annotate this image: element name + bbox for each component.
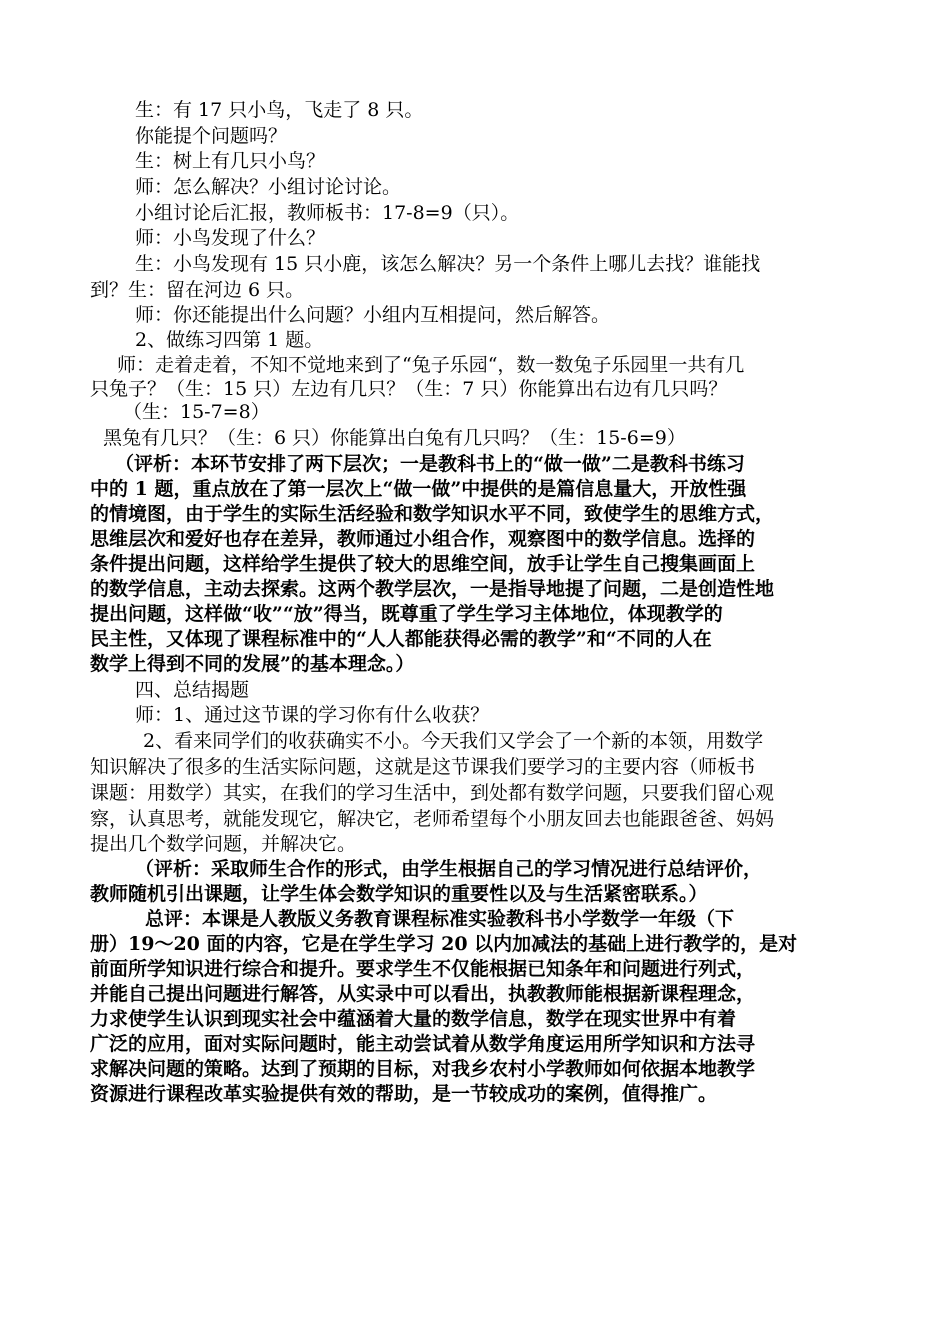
text-line: 师：走着走着，不知不觉地来到了“兔子乐园“，数一数兔子乐园里一共有几: [117, 354, 745, 376]
text-line: 知识解决了很多的生活实际问题，这就是这节课我们要学习的主要内容（师板书: [90, 756, 756, 778]
text-line: 2、做练习四第 1 题。: [135, 329, 324, 351]
commentary-line: 数学上得到不同的发展”的基本理念。）: [90, 653, 415, 675]
summary-line: 广泛的应用，面对实际问题时，能主动尝试着从数学角度运用所学知识和方法寻: [90, 1033, 756, 1055]
summary-line: 前面所学知识进行综合和提升。要求学生不仅能根据已知条年和问题进行列式，: [90, 958, 756, 980]
text-line: 到？生：留在河边 6 只。: [90, 279, 305, 301]
text-line: 师：1、通过这节课的学习你有什么收获？: [135, 704, 490, 726]
text-line: 师：小鸟发现了什么？: [135, 227, 326, 249]
text-line: 察，认真思考，就能发现它，解决它，老师希望每个小朋友回去也能跟爸爸、妈妈: [90, 808, 775, 830]
summary-line: 并能自己提出问题进行解答，从实录中可以看出，执教教师能根据新课程理念，: [90, 983, 756, 1005]
commentary-line: 中的 1 题，重点放在了第一层次上“做一做”中提供的是篇信息量大，开放性强: [90, 478, 747, 500]
summary-line: 求解决问题的策略。达到了预期的目标，对我乡农村小学教师如何依据本地教学: [90, 1058, 756, 1080]
commentary-line: 教师随机引出课题，让学生体会数学知识的重要性以及与生活紧密联系。）: [90, 883, 708, 905]
text-line: 你能提个问题吗？: [135, 125, 288, 147]
text-line: 师：你还能提出什么问题？小组内互相提问，然后解答。: [135, 304, 611, 326]
commentary-line: 的情境图，由于学生的实际生活经验和数学知识水平不同，致使学生的思维方式，: [90, 503, 775, 525]
summary-line: 力求使学生认识到现实社会中蕴涵着大量的数学信息，数学在现实世界中有着: [90, 1008, 737, 1030]
commentary-line: 思维层次和爱好也存在差异，教师通过小组合作，观察图中的数学信息。选择的: [90, 528, 756, 550]
text-line: 师：怎么解决？小组讨论讨论。: [135, 176, 402, 198]
text-line: 小组讨论后汇报，教师板书：17-8=9（只）。: [135, 202, 520, 224]
section-heading: 四、总结揭题: [135, 679, 250, 701]
text-line: 生：有 17 只小鸟，飞走了 8 只。: [135, 99, 424, 121]
commentary-line: 条件提出问题，这样给学生提供了较大的思维空间，放手让学生自己搜集画面上: [90, 553, 756, 575]
text-line: 生：树上有几只小鸟？: [135, 150, 326, 172]
text-line: 只兔子？（生：15 只）左边有几只？（生：7 只）你能算出右边有几只吗？: [90, 378, 728, 400]
commentary-line: （评析：本环节安排了两下层次；一是教科书上的“做一做”二是教科书练习: [115, 453, 745, 475]
commentary-line: 的数学信息，主动去探索。这两个教学层次，一是指导地提了问题，二是创造性地: [90, 578, 775, 600]
text-line: （生：15-7=8）: [123, 401, 270, 423]
text-line: 生：小鸟发现有 15 只小鹿，该怎么解决？另一个条件上哪儿去找？谁能找: [135, 253, 761, 275]
summary-line: 册）19～20 面的内容，它是在学生学习 20 以内加减法的基础上进行教学的，是对: [90, 933, 798, 955]
summary-line: 总评：本课是人教版义务教育课程标准实验教科书小学数学一年级（下: [145, 908, 735, 930]
text-line: 课题：用数学）其实，在我们的学习生活中，到处都有数学问题，只要我们留心观: [90, 782, 775, 804]
commentary-line: 民主性，又体现了课程标准中的“人人都能获得必需的教学”和“不同的人在: [90, 628, 712, 650]
summary-line: 资源进行课程改革实验提供有效的帮助，是一节较成功的案例，值得推广。: [90, 1083, 718, 1105]
commentary-line: 提出问题，这样做“收”“放”得当，既尊重了学生学习主体地位，体现教学的: [90, 603, 723, 625]
text-line: 黑兔有几只？（生：6 只）你能算出白兔有几只吗？（生：15-6=9）: [103, 427, 686, 449]
text-line: 2、看来同学们的收获确实不小。今天我们又学会了一个新的本领，用数学: [143, 730, 764, 752]
text-line: 提出几个数学问题，并解决它。: [90, 833, 357, 855]
commentary-line: （评析：采取师生合作的形式，由学生根据自己的学习情况进行总结评价，: [135, 858, 763, 880]
